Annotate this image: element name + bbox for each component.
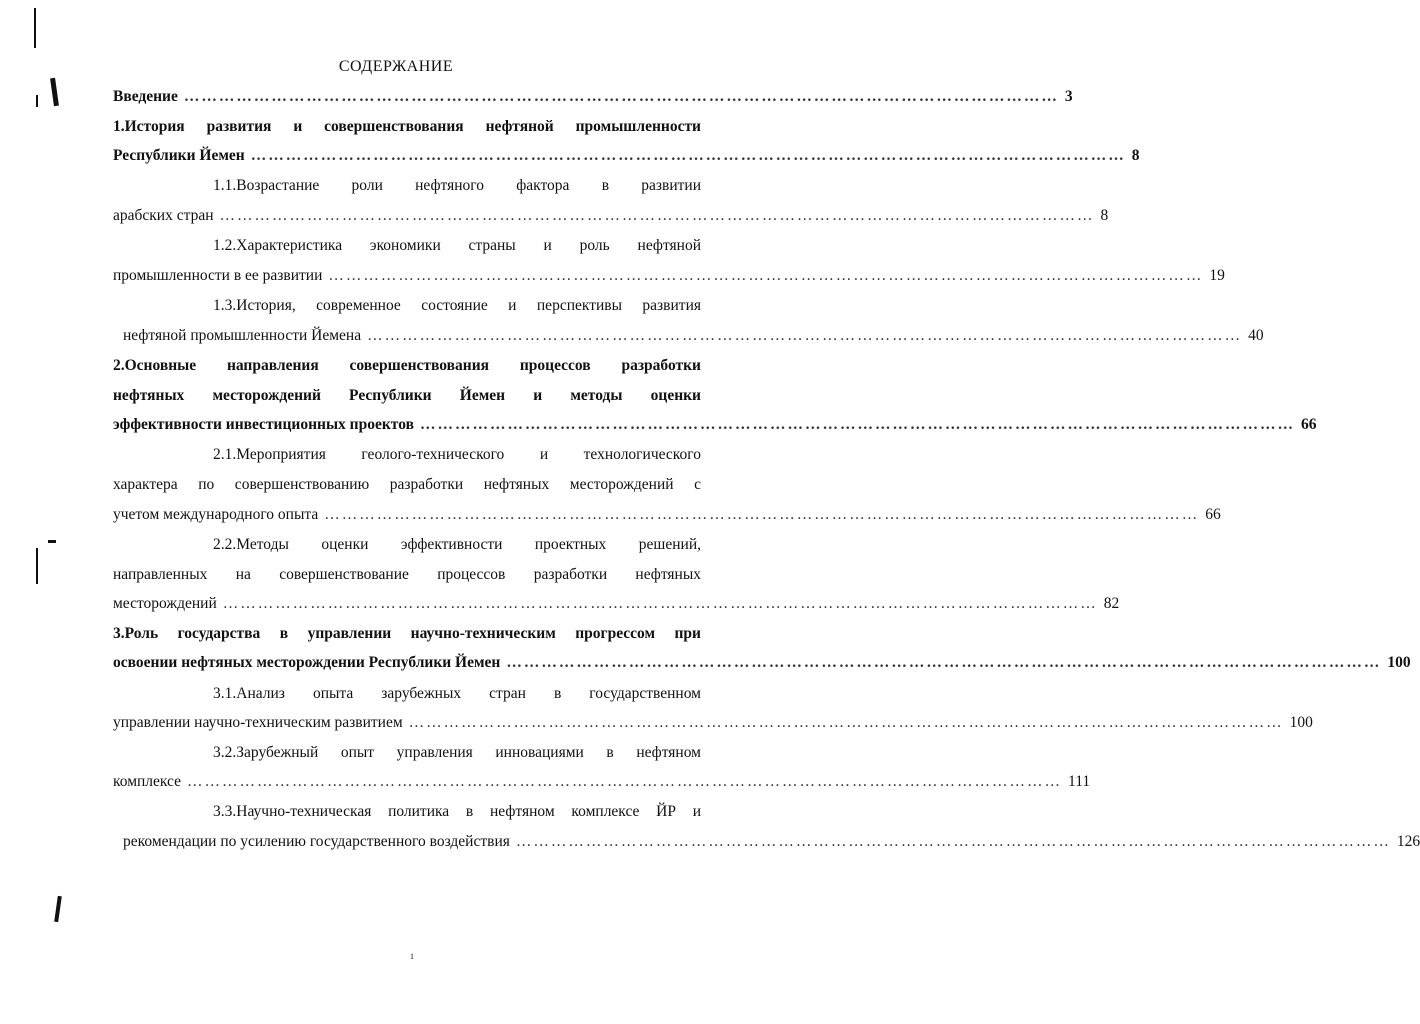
toc-entry-1-3[interactable] — [123, 325, 1264, 347]
toc-entry-label: арабских стран — [113, 207, 214, 224]
dot-leader: …………………………………………………………………………………………………………………………………… — [219, 207, 1095, 224]
dot-leader: …………………………………………………………………………………………………………………………………… — [187, 773, 1063, 790]
toc-entry-2-1-line1[interactable]: 2.1.Мероприятия геолого-технического и технологического — [213, 446, 701, 463]
toc-entry-label: Введение — [113, 88, 178, 105]
toc-page-number: 100 — [1289, 714, 1313, 731]
toc-page-number: 3 — [1064, 88, 1073, 105]
dot-leader: …………………………………………………………………………………………………………………………………… — [506, 654, 1382, 671]
toc-entry-3-3[interactable] — [123, 831, 1420, 853]
toc-entry-label: комплексе — [113, 773, 182, 790]
toc-entry-label: нефтяной промышленности Йемена — [123, 327, 362, 344]
toc-entry-label: месторождений — [113, 595, 217, 612]
toc-entry-2-1[interactable] — [113, 504, 1221, 526]
toc-section-1[interactable] — [113, 145, 1140, 167]
toc-entry-1-2[interactable] — [113, 265, 1225, 287]
dot-leader: …………………………………………………………………………………………………………………………………… — [515, 833, 1391, 850]
toc-page-number: 100 — [1387, 654, 1411, 671]
toc-page-number: 40 — [1248, 327, 1264, 344]
toc-page-number: 66 — [1205, 506, 1221, 523]
toc-entry-1-3-line1[interactable]: 1.3.История, современное состояние и перспективы развития — [213, 297, 701, 314]
dot-leader: …………………………………………………………………………………………………………………………………… — [328, 267, 1204, 284]
toc-entry-2-2-line2[interactable]: направленных на совершенствование процессов разработки нефтяных — [113, 566, 701, 583]
toc-entry-2-2[interactable] — [113, 593, 1120, 615]
toc-entry-1-1-line1[interactable]: 1.1.Возрастание роли нефтяного фактора в развитии — [213, 177, 701, 194]
page-title: СОДЕРЖАНИЕ — [338, 58, 454, 75]
toc-section-2-line1[interactable]: 2.Основные направления совершенствования процессов разработки — [113, 357, 701, 374]
dot-leader: …………………………………………………………………………………………………………………………………… — [367, 327, 1243, 344]
toc-page-number: 8 — [1100, 207, 1109, 224]
toc-entry-3-1-line1[interactable]: 3.1.Анализ опыта зарубежных стран в государственном — [213, 685, 701, 702]
dot-leader: …………………………………………………………………………………………………………………………………… — [408, 714, 1284, 731]
toc-entry-2-1-line2[interactable]: характера по совершенствованию разработки нефтяных месторождений с — [113, 476, 701, 493]
toc-section-3-line1[interactable]: 3.Роль государства в управлении научно-техническим прогрессом при — [113, 625, 701, 642]
toc-section-2-line2[interactable]: нефтяных месторождений Республики Йемен и методы оценки — [113, 387, 701, 404]
toc-page-number: 66 — [1300, 416, 1317, 433]
toc-page-number: 19 — [1209, 267, 1225, 284]
toc-page-number: 8 — [1131, 147, 1140, 164]
toc-section-1-line1[interactable]: 1.История развития и совершенствования нефтяной промышленности — [113, 118, 701, 135]
toc-entry-label: эффективности инвестиционных проектов — [113, 416, 414, 433]
toc-entry-label: рекомендации по усилению государственного воздействия — [123, 833, 510, 850]
toc-entry-1-2-line1[interactable]: 1.2.Характеристика экономики страны и роль нефтяной — [213, 237, 701, 254]
toc-entry-intro[interactable] — [113, 86, 1073, 108]
dot-leader: …………………………………………………………………………………………………………………………………… — [419, 416, 1295, 433]
dot-leader: …………………………………………………………………………………………………………………………………… — [222, 595, 1098, 612]
dot-leader: …………………………………………………………………………………………………………………………………… — [250, 147, 1126, 164]
toc-entry-1-1[interactable] — [113, 205, 1109, 227]
toc-entry-3-2[interactable] — [113, 771, 1091, 793]
toc-entry-2-2-line1[interactable]: 2.2.Методы оценки эффективности проектных решений, — [213, 536, 701, 553]
toc-entry-label: управлении научно-техническим развитием — [113, 714, 403, 731]
toc-section-3[interactable] — [113, 652, 1411, 674]
dot-leader: …………………………………………………………………………………………………………………………………… — [183, 88, 1059, 105]
toc-page-number: 126 — [1396, 833, 1420, 850]
toc-entry-3-2-line1[interactable]: 3.2.Зарубежный опыт управления инновациями в нефтяном — [213, 744, 701, 761]
toc-section-2[interactable] — [113, 414, 1317, 436]
toc-page-number: 82 — [1103, 595, 1120, 612]
toc-page-number: 111 — [1068, 773, 1091, 790]
toc-entry-label: Республики Йемен — [113, 147, 245, 164]
toc-entry-label: учетом международного опыта — [113, 506, 319, 523]
dot-leader: …………………………………………………………………………………………………………………………………… — [324, 506, 1200, 523]
toc-entry-3-3-line1[interactable]: 3.3.Научно-техническая политика в нефтяном комплексе ЙР и — [213, 803, 701, 820]
toc-entry-3-1[interactable] — [113, 712, 1313, 734]
toc-entry-label: освоении нефтяных месторождении Республики Йемен — [113, 654, 501, 671]
toc-entry-label: промышленности в ее развитии — [113, 267, 323, 284]
page-number: 1 — [410, 952, 414, 961]
